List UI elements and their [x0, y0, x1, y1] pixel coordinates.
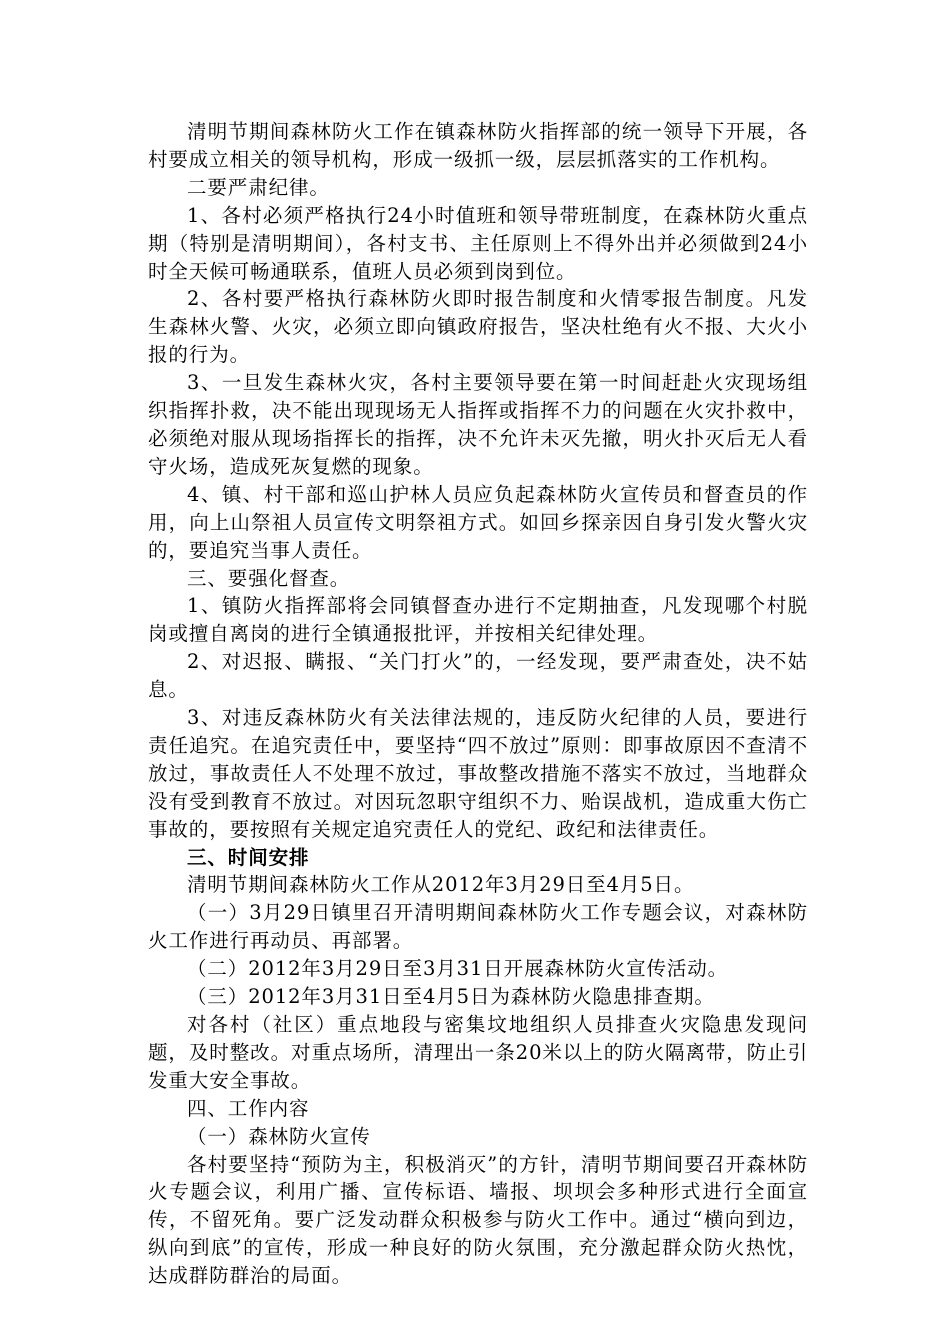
paragraph-duty-system: 1、各村必须严格执行24小时值班和领导带班制度，在森林防火重点期（特别是清明期间），各村支书、主任原则上不得外出并必须做到24小时全天候可畅通联系，值班人员必须到岗到位。 — [148, 203, 808, 283]
heading-discipline: 二要严肃纪律。 — [187, 175, 330, 199]
paragraph-schedule-period: 清明节期间森林防火工作从2012年3月29日至4月5日。 — [187, 873, 695, 897]
section-heading-schedule: 三、时间安排 — [187, 845, 310, 869]
section-heading-work-content: 四、工作内容 — [187, 1096, 310, 1120]
paragraph-fire-response: 3、一旦发生森林火灾，各村主要领导要在第一时间赶赴火灾现场组织指挥扑救，决不能出现现场无人指挥或指挥不力的问题在火灾扑救中，必须绝对服从现场指挥长的指挥，决不允许未灭先撤，明火扑灭后无人看守火场，造成死灰复燃的现象。 — [148, 371, 808, 478]
paragraph-leadership: 清明节期间森林防火工作在镇森林防火指挥部的统一领导下开展，各村要成立相关的领导机构，形成一级抓一级，层层抓落实的工作机构。 — [148, 120, 808, 171]
paragraph-reporting-system: 2、各村要严格执行森林防火即时报告制度和火情零报告制度。凡发生森林火警、火灾，必须立即向镇政府报告，坚决杜绝有火不报、大火小报的行为。 — [148, 287, 808, 367]
paragraph-accountability: 3、对违反森林防火有关法律法规的，违反防火纪律的人员，要进行责任追究。在追究责任中，要坚持“四不放过”原则：即事故原因不查清不放过，事故责任人不处理不放过，事故整改措施不落实不放过，当地群众没有受到教育不放过。对因玩忽职守组织不力、贻误战机，造成重大伤亡事故的，要按照有关规定追究责任人的党纪、政纪和法律责任。 — [148, 706, 808, 841]
paragraph-late-reports: 2、对迟报、瞒报、“关门打火”的，一经发现，要严肃查处，决不姑息。 — [148, 650, 808, 702]
paragraph-schedule-item-2: （二）2012年3月29日至3月31日开展森林防火宣传活动。 — [187, 957, 729, 981]
paragraph-schedule-item-3: （三）2012年3月31日至4月5日为森林防火隐患排查期。 — [187, 985, 715, 1009]
document-body — [148, 118, 808, 1290]
paragraph-publicity-details: 各村要坚持“预防为主，积极消灭”的方针，清明节期间要召开森林防火专题会议，利用广播、宣传标语、墙报、坝坝会多种形式进行全面宣传，不留死角。要广泛发动群众积极参与防火工作中。通过“横向到边，纵向到底”的宣传，形成一种良好的防火氛围，充分激起群众防火热忱，达成群防群治的局面。 — [148, 1152, 808, 1288]
subheading-fire-publicity: （一）森林防火宣传 — [187, 1124, 371, 1148]
paragraph-spot-checks: 1、镇防火指挥部将会同镇督查办进行不定期抽查，凡发现哪个村脱岗或擅自离岗的进行全镇通报批评，并按相关纪律处理。 — [148, 594, 808, 646]
paragraph-patrol-duty: 4、镇、村干部和巡山护林人员应负起森林防火宣传员和督查员的作用，向上山祭祖人员宣传文明祭祖方式。如回乡探亲因自身引发火警火灾的，要追究当事人责任。 — [148, 482, 808, 562]
heading-supervision: 三、要强化督查。 — [187, 566, 351, 590]
paragraph-schedule-item-1: （一）3月29日镇里召开清明期间森林防火工作专题会议，对森林防火工作进行再动员、再部署。 — [148, 901, 808, 953]
paragraph-hazard-inspection: 对各村（社区）重点地段与密集坟地组织人员排查火灾隐患发现问题，及时整改。对重点场所，清理出一条20米以上的防火隔离带，防止引发重大安全事故。 — [148, 1013, 808, 1092]
